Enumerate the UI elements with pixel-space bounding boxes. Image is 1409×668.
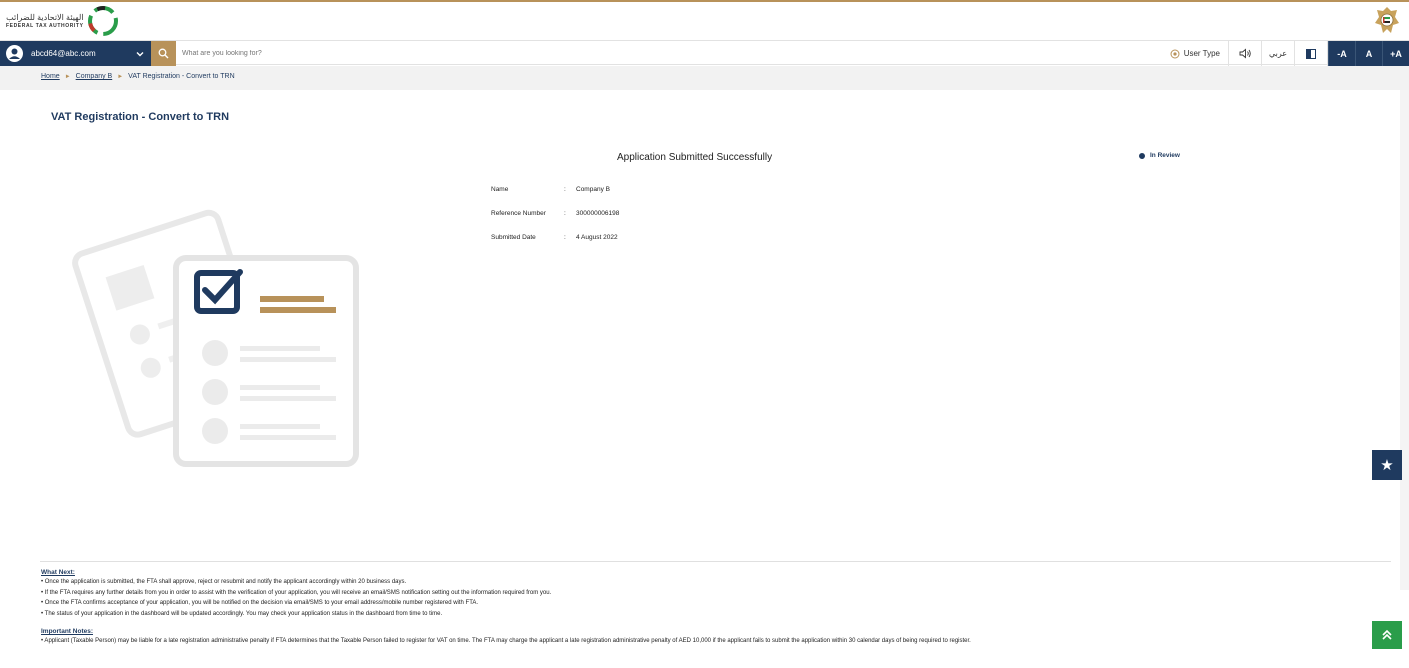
breadcrumb-bar	[0, 66, 1409, 90]
language-toggle[interactable]: عربي	[1262, 41, 1295, 66]
breadcrumb-home[interactable]: Home	[41, 73, 60, 80]
search-button[interactable]	[151, 41, 176, 66]
scrollbar[interactable]	[1400, 90, 1409, 590]
detail-colon: :	[564, 210, 566, 217]
detail-label: Name	[491, 186, 509, 193]
contrast-button[interactable]	[1295, 41, 1328, 66]
what-next-item: • The status of your application in the dashboard will be updated accordingly. You may check your application status in the dashboard from time to time.	[41, 610, 443, 617]
scroll-to-top-button[interactable]	[1372, 621, 1402, 649]
detail-value: Company B	[576, 186, 610, 193]
submitted-document-illustration	[60, 200, 365, 475]
favorites-button[interactable]	[1372, 450, 1402, 480]
user-avatar-icon	[6, 45, 23, 62]
user-email: abcd64@abc.com	[31, 49, 96, 58]
what-next-item: • If the FTA requires any further details from you in order to assist with the verification of your application, you will receive an email/SMS notification setting out the information required from you.	[41, 589, 552, 596]
what-next-item: • Once the FTA confirms acceptance of your application, you will be notified on the decision via email/SMS to your email address/mobile number registered with FTA.	[41, 600, 479, 606]
logo-text-arabic: الهيئة الاتحادية للضرائب	[6, 12, 84, 22]
divider	[40, 561, 1391, 562]
important-note-item: • Applicant (Taxable Person) may be liable for a late registration administrative penalty if FTA determines that the Taxable Person failed to register for VAT on time. The FTA may charge the applicant a late registration administrative penalty of AED 10,000 if the applicant fails to submit the application within 30 calendar days of being required to register.	[41, 638, 971, 644]
fta-logo[interactable]	[6, 6, 118, 36]
search-input[interactable]	[182, 45, 682, 62]
logo-text	[6, 13, 84, 30]
breadcrumb	[41, 73, 235, 80]
detail-colon: :	[564, 186, 566, 193]
star-icon: ★	[1380, 457, 1394, 474]
header	[0, 2, 1409, 40]
breadcrumb-current: VAT Registration - Convert to TRN	[128, 73, 235, 80]
font-increase-button[interactable]: +A	[1382, 41, 1409, 66]
logo-text-english: FEDERAL TAX AUTHORITY	[6, 22, 84, 29]
fta-logo-icon	[88, 6, 118, 36]
what-next-item: • Once the application is submitted, the FTA shall approve, reject or resubmit and notify the applicant accordingly within 20 business days.	[41, 579, 407, 585]
detail-label: Submitted Date	[491, 234, 536, 241]
user-type-label: User Type	[1183, 49, 1220, 58]
chevron-down-icon	[135, 49, 145, 59]
breadcrumb-arrow-icon: ►	[64, 73, 71, 80]
speaker-icon	[1239, 48, 1252, 59]
user-type-icon	[1170, 49, 1180, 59]
page-title: VAT Registration - Convert to TRN	[51, 111, 230, 123]
user-menu[interactable]	[0, 41, 151, 66]
detail-value: 4 August 2022	[576, 234, 618, 241]
breadcrumb-company[interactable]: Company B	[75, 73, 113, 80]
success-title: Application Submitted Successfully	[617, 152, 773, 163]
search-icon	[158, 48, 169, 59]
status-dot-icon	[1139, 153, 1145, 159]
detail-row-name	[491, 186, 610, 193]
font-normal-button[interactable]: A	[1355, 41, 1382, 66]
breadcrumb-arrow-icon: ►	[117, 73, 124, 80]
top-navbar	[0, 40, 1409, 65]
contrast-icon	[1306, 49, 1316, 59]
notes-section	[41, 568, 1371, 647]
important-notes-heading: Important Notes:	[41, 628, 93, 635]
user-type-selector[interactable]	[1162, 41, 1229, 66]
status-label: In Review	[1150, 152, 1180, 159]
what-next-heading: What Next:	[41, 569, 75, 576]
uae-emblem-icon	[1373, 5, 1401, 37]
detail-value: 300000006198	[576, 210, 620, 217]
text-to-speech-button[interactable]	[1229, 41, 1262, 66]
detail-label: Reference Number	[491, 210, 546, 217]
double-chevron-up-icon	[1381, 629, 1393, 641]
detail-colon: :	[564, 234, 566, 241]
detail-row-reference	[491, 210, 619, 217]
status-badge	[1139, 152, 1180, 159]
navbar-tools	[1162, 41, 1409, 66]
detail-row-date	[491, 234, 618, 241]
font-decrease-button[interactable]: -A	[1328, 41, 1355, 66]
